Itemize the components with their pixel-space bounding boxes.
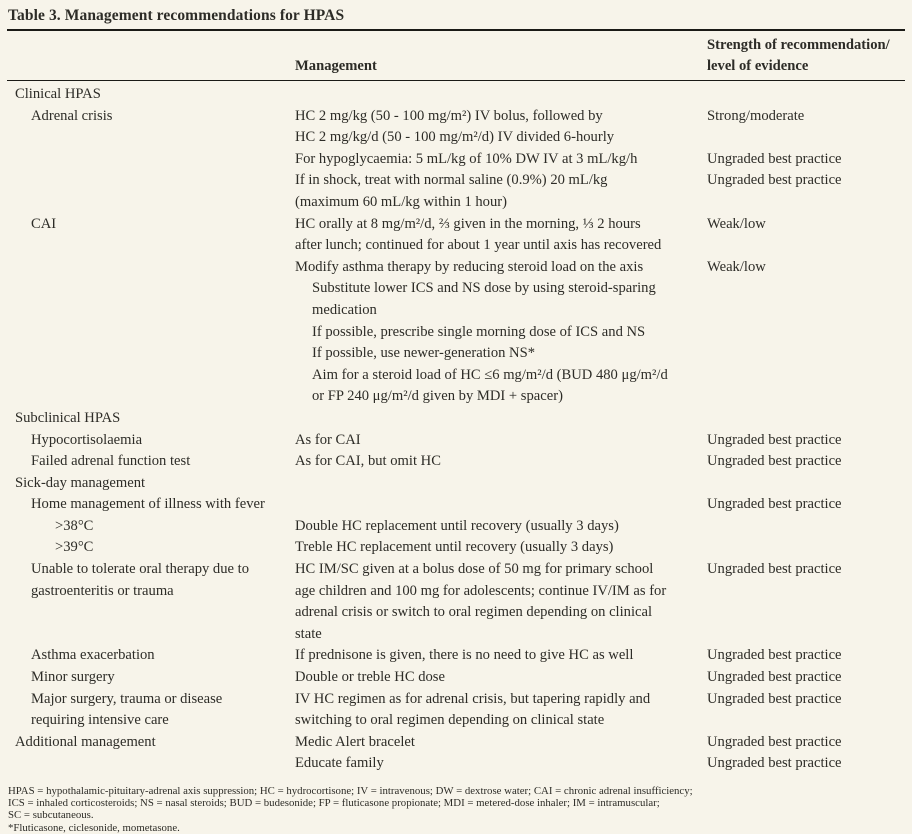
table-row	[7, 732, 905, 754]
management-cell	[295, 81, 707, 106]
row-label-line: Adrenal crisis	[31, 107, 113, 124]
strength-cell	[707, 473, 905, 495]
management-line: HC 2 mg/kg (50 - 100 mg/m²) IV bolus, followed by	[295, 107, 603, 124]
row-label-line: Additional management	[15, 733, 156, 750]
row-label-cell	[7, 559, 295, 645]
strength-value: Ungraded best practice	[707, 453, 842, 470]
management-line: Substitute lower ICS and NS dose by using steroid-sparing	[312, 280, 656, 297]
row-label-line: Unable to tolerate oral therapy due to	[31, 561, 250, 578]
management-cell	[295, 667, 707, 689]
management-line: If possible, use newer-generation NS*	[312, 345, 536, 362]
row-label-cell	[7, 81, 295, 106]
strength-value: Ungraded best practice	[707, 561, 842, 578]
strength-cell	[707, 537, 905, 559]
row-label-cell	[7, 257, 295, 279]
table-row	[7, 559, 905, 645]
management-cell	[295, 494, 707, 516]
management-cell	[295, 365, 707, 408]
header-row	[7, 31, 905, 81]
table-row	[7, 516, 905, 538]
management-cell	[295, 473, 707, 495]
strength-cell	[707, 667, 905, 689]
strength-cell	[707, 278, 905, 321]
management-line: or FP 240 μg/m²/d given by MDI + spacer)	[312, 388, 563, 405]
management-line: switching to oral regimen depending on clinical state	[295, 712, 605, 729]
management-cell	[295, 322, 707, 365]
management-cell	[295, 516, 707, 538]
hpas-table	[7, 31, 905, 775]
strength-value: Ungraded best practice	[707, 150, 842, 167]
table-title: Table 3. Management recommendations for HPAS	[7, 5, 905, 31]
table-row	[7, 278, 905, 321]
table-row	[7, 149, 905, 171]
strength-value: Ungraded best practice	[707, 690, 842, 707]
row-label-line: gastroenteritis or trauma	[31, 582, 174, 599]
row-label-cell	[7, 494, 295, 516]
table-row	[7, 753, 905, 775]
strength-cell	[707, 257, 905, 279]
row-label-line: Subclinical HPAS	[15, 409, 121, 426]
management-line: medication	[312, 301, 377, 318]
strength-value: Ungraded best practice	[707, 431, 842, 448]
row-label-line: CAI	[31, 215, 57, 232]
management-cell	[295, 214, 707, 257]
row-label-line: Failed adrenal function test	[31, 453, 191, 470]
management-line: Double HC replacement until recovery (usually 3 days)	[295, 517, 619, 534]
strength-cell	[707, 149, 905, 171]
header-management-label: Management	[295, 58, 377, 74]
row-label-line: >38°C	[55, 517, 94, 534]
strength-value: Ungraded best practice	[707, 755, 842, 772]
strength-value: Ungraded best practice	[707, 669, 842, 686]
row-label-cell	[7, 106, 295, 149]
strength-cell	[707, 689, 905, 732]
management-cell	[295, 559, 707, 645]
management-line: HC orally at 8 mg/m²/d, ⅔ given in the morning, ⅓ 2 hours	[295, 215, 641, 232]
section-row	[7, 408, 905, 430]
section-row	[7, 81, 905, 106]
table-row	[7, 494, 905, 516]
management-cell	[295, 149, 707, 171]
management-cell	[295, 645, 707, 667]
strength-value: Weak/low	[707, 215, 766, 232]
header-management	[295, 31, 707, 81]
header-strength-line2: level of evidence	[707, 58, 809, 74]
management-line: Educate family	[295, 755, 384, 772]
management-line: (maximum 60 mL/kg within 1 hour)	[295, 193, 507, 210]
row-label-cell	[7, 170, 295, 213]
management-line: IV HC regimen as for adrenal crisis, but tapering rapidly and	[295, 690, 651, 707]
strength-cell	[707, 322, 905, 365]
strength-cell	[707, 170, 905, 213]
row-label-line: Asthma exacerbation	[31, 647, 155, 664]
row-label-cell	[7, 149, 295, 171]
management-line: As for CAI, but omit HC	[295, 453, 441, 470]
strength-cell	[707, 81, 905, 106]
strength-value: Ungraded best practice	[707, 496, 842, 513]
management-line: Aim for a steroid load of HC ≤6 mg/m²/d (BUD 480 μg/m²/d	[312, 366, 668, 383]
table-row	[7, 106, 905, 149]
table-row	[7, 430, 905, 452]
row-label-line: Hypocortisolaemia	[31, 431, 143, 448]
table-row	[7, 322, 905, 365]
row-label-cell	[7, 322, 295, 365]
management-line: If in shock, treat with normal saline (0.9%) 20 mL/kg	[295, 172, 608, 189]
management-line: after lunch; continued for about 1 year until axis has recovered	[295, 237, 662, 254]
management-cell	[295, 430, 707, 452]
management-cell	[295, 170, 707, 213]
table-body	[7, 81, 905, 776]
strength-cell	[707, 645, 905, 667]
strength-cell	[707, 365, 905, 408]
strength-cell	[707, 494, 905, 516]
management-cell	[295, 257, 707, 279]
row-label-line: >39°C	[55, 539, 94, 556]
strength-cell	[707, 753, 905, 775]
table-row	[7, 170, 905, 213]
table-row	[7, 645, 905, 667]
strength-cell	[707, 430, 905, 452]
table-row	[7, 451, 905, 473]
management-line: If prednisone is given, there is no need to give HC as well	[295, 647, 634, 664]
footnotes	[7, 785, 905, 834]
management-cell	[295, 753, 707, 775]
management-line: state	[295, 625, 322, 642]
row-label-line: Major surgery, trauma or disease	[31, 690, 223, 707]
table-row	[7, 214, 905, 257]
management-line: Modify asthma therapy by reducing steroid load on the axis	[295, 258, 644, 275]
strength-value: Weak/low	[707, 258, 766, 275]
header-strength-line1: Strength of recommendation/	[707, 37, 890, 53]
row-label-line: requiring intensive care	[31, 712, 169, 729]
management-line: HC 2 mg/kg/d (50 - 100 mg/m²/d) IV divided 6-hourly	[295, 129, 615, 146]
row-label-line: Sick-day management	[15, 474, 146, 491]
management-line: Double or treble HC dose	[295, 669, 445, 686]
strength-cell	[707, 516, 905, 538]
table-row	[7, 257, 905, 279]
strength-value: Ungraded best practice	[707, 172, 842, 189]
row-label-cell	[7, 689, 295, 732]
header-strength	[707, 31, 905, 81]
strength-value: Ungraded best practice	[707, 647, 842, 664]
row-label-cell	[7, 645, 295, 667]
strength-value: Strong/moderate	[707, 107, 805, 124]
strength-cell	[707, 732, 905, 754]
row-label-cell	[7, 516, 295, 538]
row-label-cell	[7, 732, 295, 754]
row-label-cell	[7, 451, 295, 473]
footnote-line: ICS = inhaled corticosteroids; NS = nasal steroids; BUD = budesonide; FP = fluticasone propionate; MDI = metered-dose inhaler; IM = intramuscular;	[8, 797, 660, 810]
row-label-cell	[7, 753, 295, 775]
strength-cell	[707, 106, 905, 149]
table-row	[7, 537, 905, 559]
row-label-line: Minor surgery	[31, 669, 115, 686]
management-line: adrenal crisis or switch to oral regimen depending on clinical	[295, 604, 653, 621]
management-cell	[295, 537, 707, 559]
table-row	[7, 667, 905, 689]
strength-cell	[707, 408, 905, 430]
strength-cell	[707, 559, 905, 645]
row-label-cell	[7, 473, 295, 495]
management-cell	[295, 408, 707, 430]
row-label-cell	[7, 667, 295, 689]
row-label-cell	[7, 278, 295, 321]
management-line: As for CAI	[295, 431, 361, 448]
footnote-line: SC = subcutaneous.	[8, 809, 94, 822]
footnote-line: *Fluticasone, ciclesonide, mometasone.	[8, 821, 180, 834]
strength-cell	[707, 451, 905, 473]
management-line: For hypoglycaemia: 5 mL/kg of 10% DW IV at 3 mL/kg/h	[295, 150, 638, 167]
footnote-line: HPAS = hypothalamic-pituitary-adrenal axis suppression; HC = hydrocortisone; IV = intravenous; DW = dextrose water; CAI = chronic adrenal insufficiency;	[8, 785, 693, 797]
management-cell	[295, 278, 707, 321]
management-cell	[295, 732, 707, 754]
row-label-cell	[7, 408, 295, 430]
strength-cell	[707, 214, 905, 257]
row-label-line: Home management of illness with fever	[31, 496, 265, 513]
management-cell	[295, 451, 707, 473]
row-label-cell	[7, 214, 295, 257]
table-row	[7, 365, 905, 408]
management-cell	[295, 689, 707, 732]
section-row	[7, 473, 905, 495]
row-label-line: Clinical HPAS	[15, 86, 101, 102]
header-empty-cell	[7, 31, 295, 81]
strength-value: Ungraded best practice	[707, 733, 842, 750]
table-row	[7, 689, 905, 732]
management-line: age children and 100 mg for adolescents; continue IV/IM as for	[295, 582, 667, 599]
row-label-cell	[7, 537, 295, 559]
management-cell	[295, 106, 707, 149]
management-line: Treble HC replacement until recovery (usually 3 days)	[295, 539, 614, 556]
row-label-cell	[7, 365, 295, 408]
management-line: HC IM/SC given at a bolus dose of 50 mg for primary school	[295, 561, 654, 578]
management-line: Medic Alert bracelet	[295, 733, 415, 750]
management-line: If possible, prescribe single morning dose of ICS and NS	[312, 323, 646, 340]
row-label-cell	[7, 430, 295, 452]
